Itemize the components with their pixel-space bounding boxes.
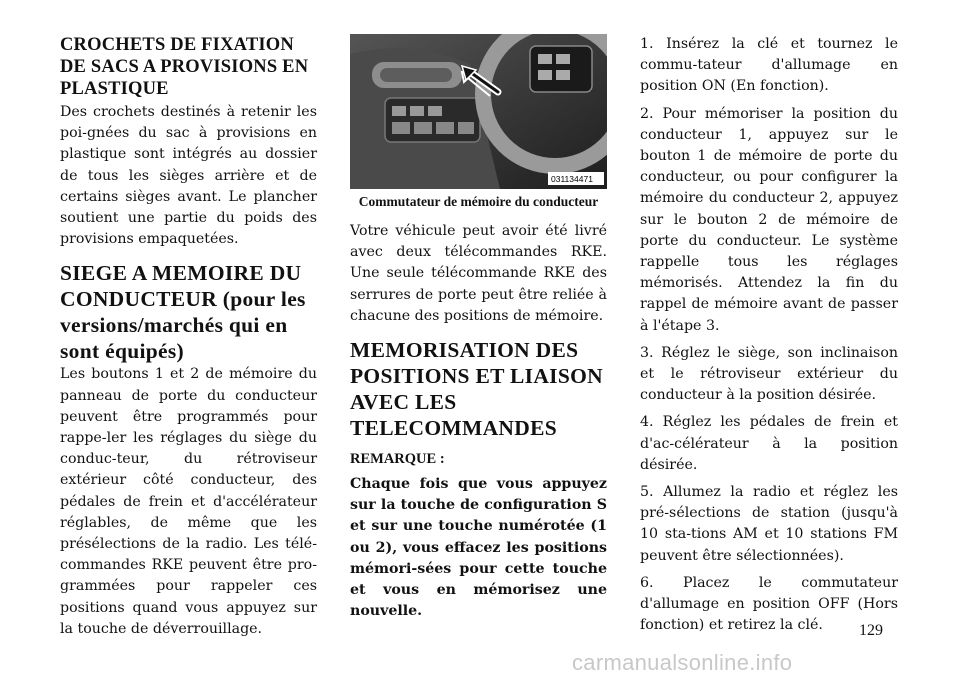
paragraph-two-remotes: Votre véhicule peut avoir été livré avec deux télécommandes RKE. Une seule télécommande RKE des serrures de porte peut être reliée à chacune des positions de mémoire. xyxy=(350,223,607,324)
door-panel-illustration xyxy=(350,34,607,189)
paragraph-memory-buttons: Les boutons 1 et 2 de mémoire du panneau de porte du conducteur peuvent être programmés pour rappe-ler les réglages du siège du conduc-teur, du rétroviseur extérieur côté conducteur, des pédales de frein et d'accélérateur réglables, de même que les présélections de la radio. Les télé-commandes RKE peuvent être pro-grammées pour rappeler ces positions quand vous appuyez sur la touche de déverrouillage. xyxy=(60,366,317,637)
watermark: carmanualsonline.info xyxy=(572,650,793,675)
step-2: 2. Pour mémoriser la position du conducteur 1, appuyez sur le bouton 1 de mémoire de porte du conducteur, ou pour configurer la mémoire du conducteur 2, appuyez sur le bouton 2 de mémoire de porte du conducteur. Le système rappelle tous les réglages mémorisés. Attendez la fin du rappel de mémoire avant de passer à l'étape 3. xyxy=(640,105,898,334)
page-number: 129 xyxy=(859,622,883,639)
step-6: 6. Placez le commutateur d'allumage en position OFF (Hors fonction) et retirez la clé. xyxy=(640,574,898,634)
remark-text: Chaque fois que vous appuyez sur la touche de configuration S et sur une touche numérotée (1 ou 2), vous effacez les positions mémori-sées pour cette touche et vous en mémorisez une nouvelle. xyxy=(350,476,607,620)
step-1: 1. Insérez la clé et tournez le commu-tateur d'allumage en position ON (En fonction). xyxy=(640,36,898,95)
remark-label: REMARQUE : xyxy=(350,451,445,468)
heading-driver-memory-seat: SIEGE A MEMOIRE DU CONDUCTEUR (pour les versions/marchés qui en sont équipés) xyxy=(60,261,306,364)
column-left xyxy=(60,34,317,640)
paragraph-grocery-hooks: Des crochets destinés à retenir les poi-gnées du sac à provisions en plastique sont intégrés au dossier de tous les sièges arrière et de certains sièges avant. Le plancher soutient une partie du poids des provisions empaquetées. xyxy=(60,104,317,248)
memory-switch-photo xyxy=(350,34,607,189)
figure-caption: Commutateur de mémoire du conducteur xyxy=(358,194,599,209)
step-5: 5. Allumez la radio et réglez les pré-sélections de station (jusqu'à 10 sta-tions AM et 10 stations FM peuvent être sélectionnées). xyxy=(640,484,898,564)
heading-grocery-hooks: CROCHETS DE FIXATION DE SACS A PROVISIONS EN PLASTIQUE xyxy=(60,35,309,99)
column-right xyxy=(640,34,898,636)
figure-code: 031134471 xyxy=(551,174,593,184)
column-middle xyxy=(350,34,607,622)
step-4: 4. Réglez les pédales de frein et d'ac-célérateur à la position désirée. xyxy=(640,414,898,473)
heading-memorisation: MEMORISATION DES POSITIONS ET LIAISON AVEC LES TELECOMMANDES xyxy=(350,338,603,441)
step-3: 3. Réglez le siège, son inclinaison et le rétroviseur extérieur du conducteur à la position désirée. xyxy=(640,344,898,404)
